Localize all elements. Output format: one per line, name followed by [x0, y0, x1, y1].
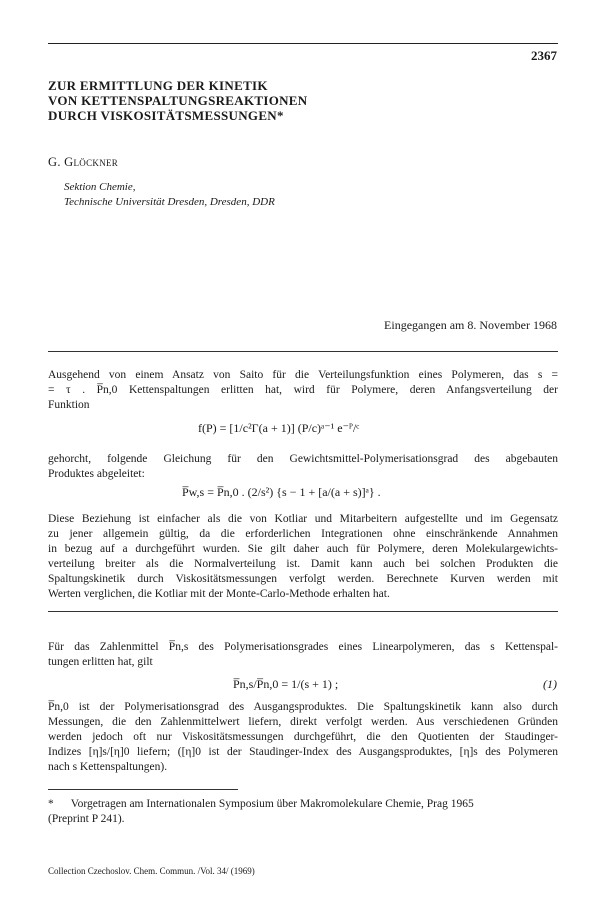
formula-distribution: f(P) = [1/c²Γ(a + 1)] (P/c)ᵃ⁻¹ e⁻ᴾ/ᶜ	[198, 421, 360, 435]
article-title	[48, 78, 528, 123]
body-paragraph-2	[48, 700, 558, 775]
text-line: zu jener allgemein gültig, da die erforderlichen Integrationen ohne einschränkende Annahmen	[48, 528, 558, 540]
text-line: Diese Beziehung ist einfacher als die von Kotliar und Mitarbeitern aufgestellte und im Gegensatz	[48, 513, 558, 525]
text-line: nach s Kettenspaltungen).	[48, 761, 168, 773]
title-line: ZUR ERMITTLUNG DER KINETIK	[48, 78, 268, 93]
received-date: Eingegangen am 8. November 1968	[384, 318, 557, 332]
text-line: gehorcht, folgende Gleichung für den Gewichtsmittel-Polymerisationsgrad des abgebauten	[48, 453, 558, 465]
footnote	[48, 797, 558, 827]
abstract-paragraph-3	[48, 512, 558, 602]
text-line: Spaltungskinetik durch Viskositätsmessungen verfolgt werden. Berechnete Kurven werden mit	[48, 573, 558, 585]
text-line: Ausgehend von einem Ansatz von Saito für die Verteilungsfunktion eines Polymeren, das s =	[48, 369, 558, 381]
journal-citation: Collection Czechoslov. Chem. Commun. /Vol. 34/ (1969)	[48, 866, 255, 876]
text-line: = τ . P̅n,0 Kettenspaltungen erlitten hat, wird für Polymere, deren Anfangsverteilung der	[48, 384, 558, 396]
text-line: Indizes [η]s/[η]0 liefern; ([η]0 ist der Staudinger-Index des Ausgangsproduktes, [η]s des Polymeren	[48, 746, 558, 758]
affiliation	[64, 180, 275, 210]
equation-number: (1)	[543, 677, 557, 691]
page-number: 2367	[531, 48, 557, 63]
author-name: G. Glöckner	[48, 155, 119, 169]
text-line: tungen erlitten hat, gilt	[48, 656, 153, 668]
affiliation-line: Sektion Chemie,	[64, 181, 136, 193]
abstract-top-rule	[48, 351, 558, 352]
text-line: P̅n,0 ist der Polymerisationsgrad des Ausgangsproduktes. Die Spaltungskinetik kann also durch	[48, 701, 558, 713]
abstract-paragraph-1	[48, 368, 558, 413]
footnote-line: * Vorgetragen am Internationalen Symposium über Makromolekulare Chemie, Prag 1965	[48, 798, 474, 810]
text-line: Werten verglichen, die Kotliar mit der Monte-Carlo-Methode erhalten hat.	[48, 588, 390, 600]
abstract-paragraph-2	[48, 452, 558, 482]
text-line: Produktes abgeleitet:	[48, 468, 145, 480]
formula-number-average: P̅n,s/P̅n,0 = 1/(s + 1) ;	[233, 677, 339, 691]
formula-weight-average: P̅w,s = P̅n,0 . (2/s²) {s − 1 + [a/(a + s)]ᵃ} .	[182, 485, 381, 499]
text-line: in bezug auf a durchgeführt wurden. Sie gilt daher auch für Polymere, deren Molekulargewichts-	[48, 543, 558, 555]
title-line: DURCH VISKOSITÄTSMESSUNGEN*	[48, 108, 284, 123]
affiliation-line: Technische Universität Dresden, Dresden, DDR	[64, 196, 275, 208]
title-line: VON KETTENSPALTUNGSREAKTIONEN	[48, 93, 308, 108]
footnote-line: (Preprint P 241).	[48, 813, 125, 825]
header-rule	[48, 43, 558, 44]
text-line: verteilung breiter als die Normalverteilung ist. Damit kann auch bei solchen Produkten die	[48, 558, 558, 570]
body-paragraph-1	[48, 640, 558, 670]
text-line: Messungen, die den Zahlenmittelwert liefern, direkt verfolgt werden. Aus verschiedenen Gründen	[48, 716, 558, 728]
footnote-rule	[48, 789, 238, 790]
text-line: werden jedoch oft nur Viskositätsmessungen durchgeführt, die den Quotienten der Staudinger-	[48, 731, 558, 743]
abstract-bottom-rule	[48, 611, 558, 612]
text-line: Funktion	[48, 399, 90, 411]
text-line: Für das Zahlenmittel P̅n,s des Polymerisationsgrades eines Linearpolymeren, das s Kettenspal-	[48, 641, 558, 653]
